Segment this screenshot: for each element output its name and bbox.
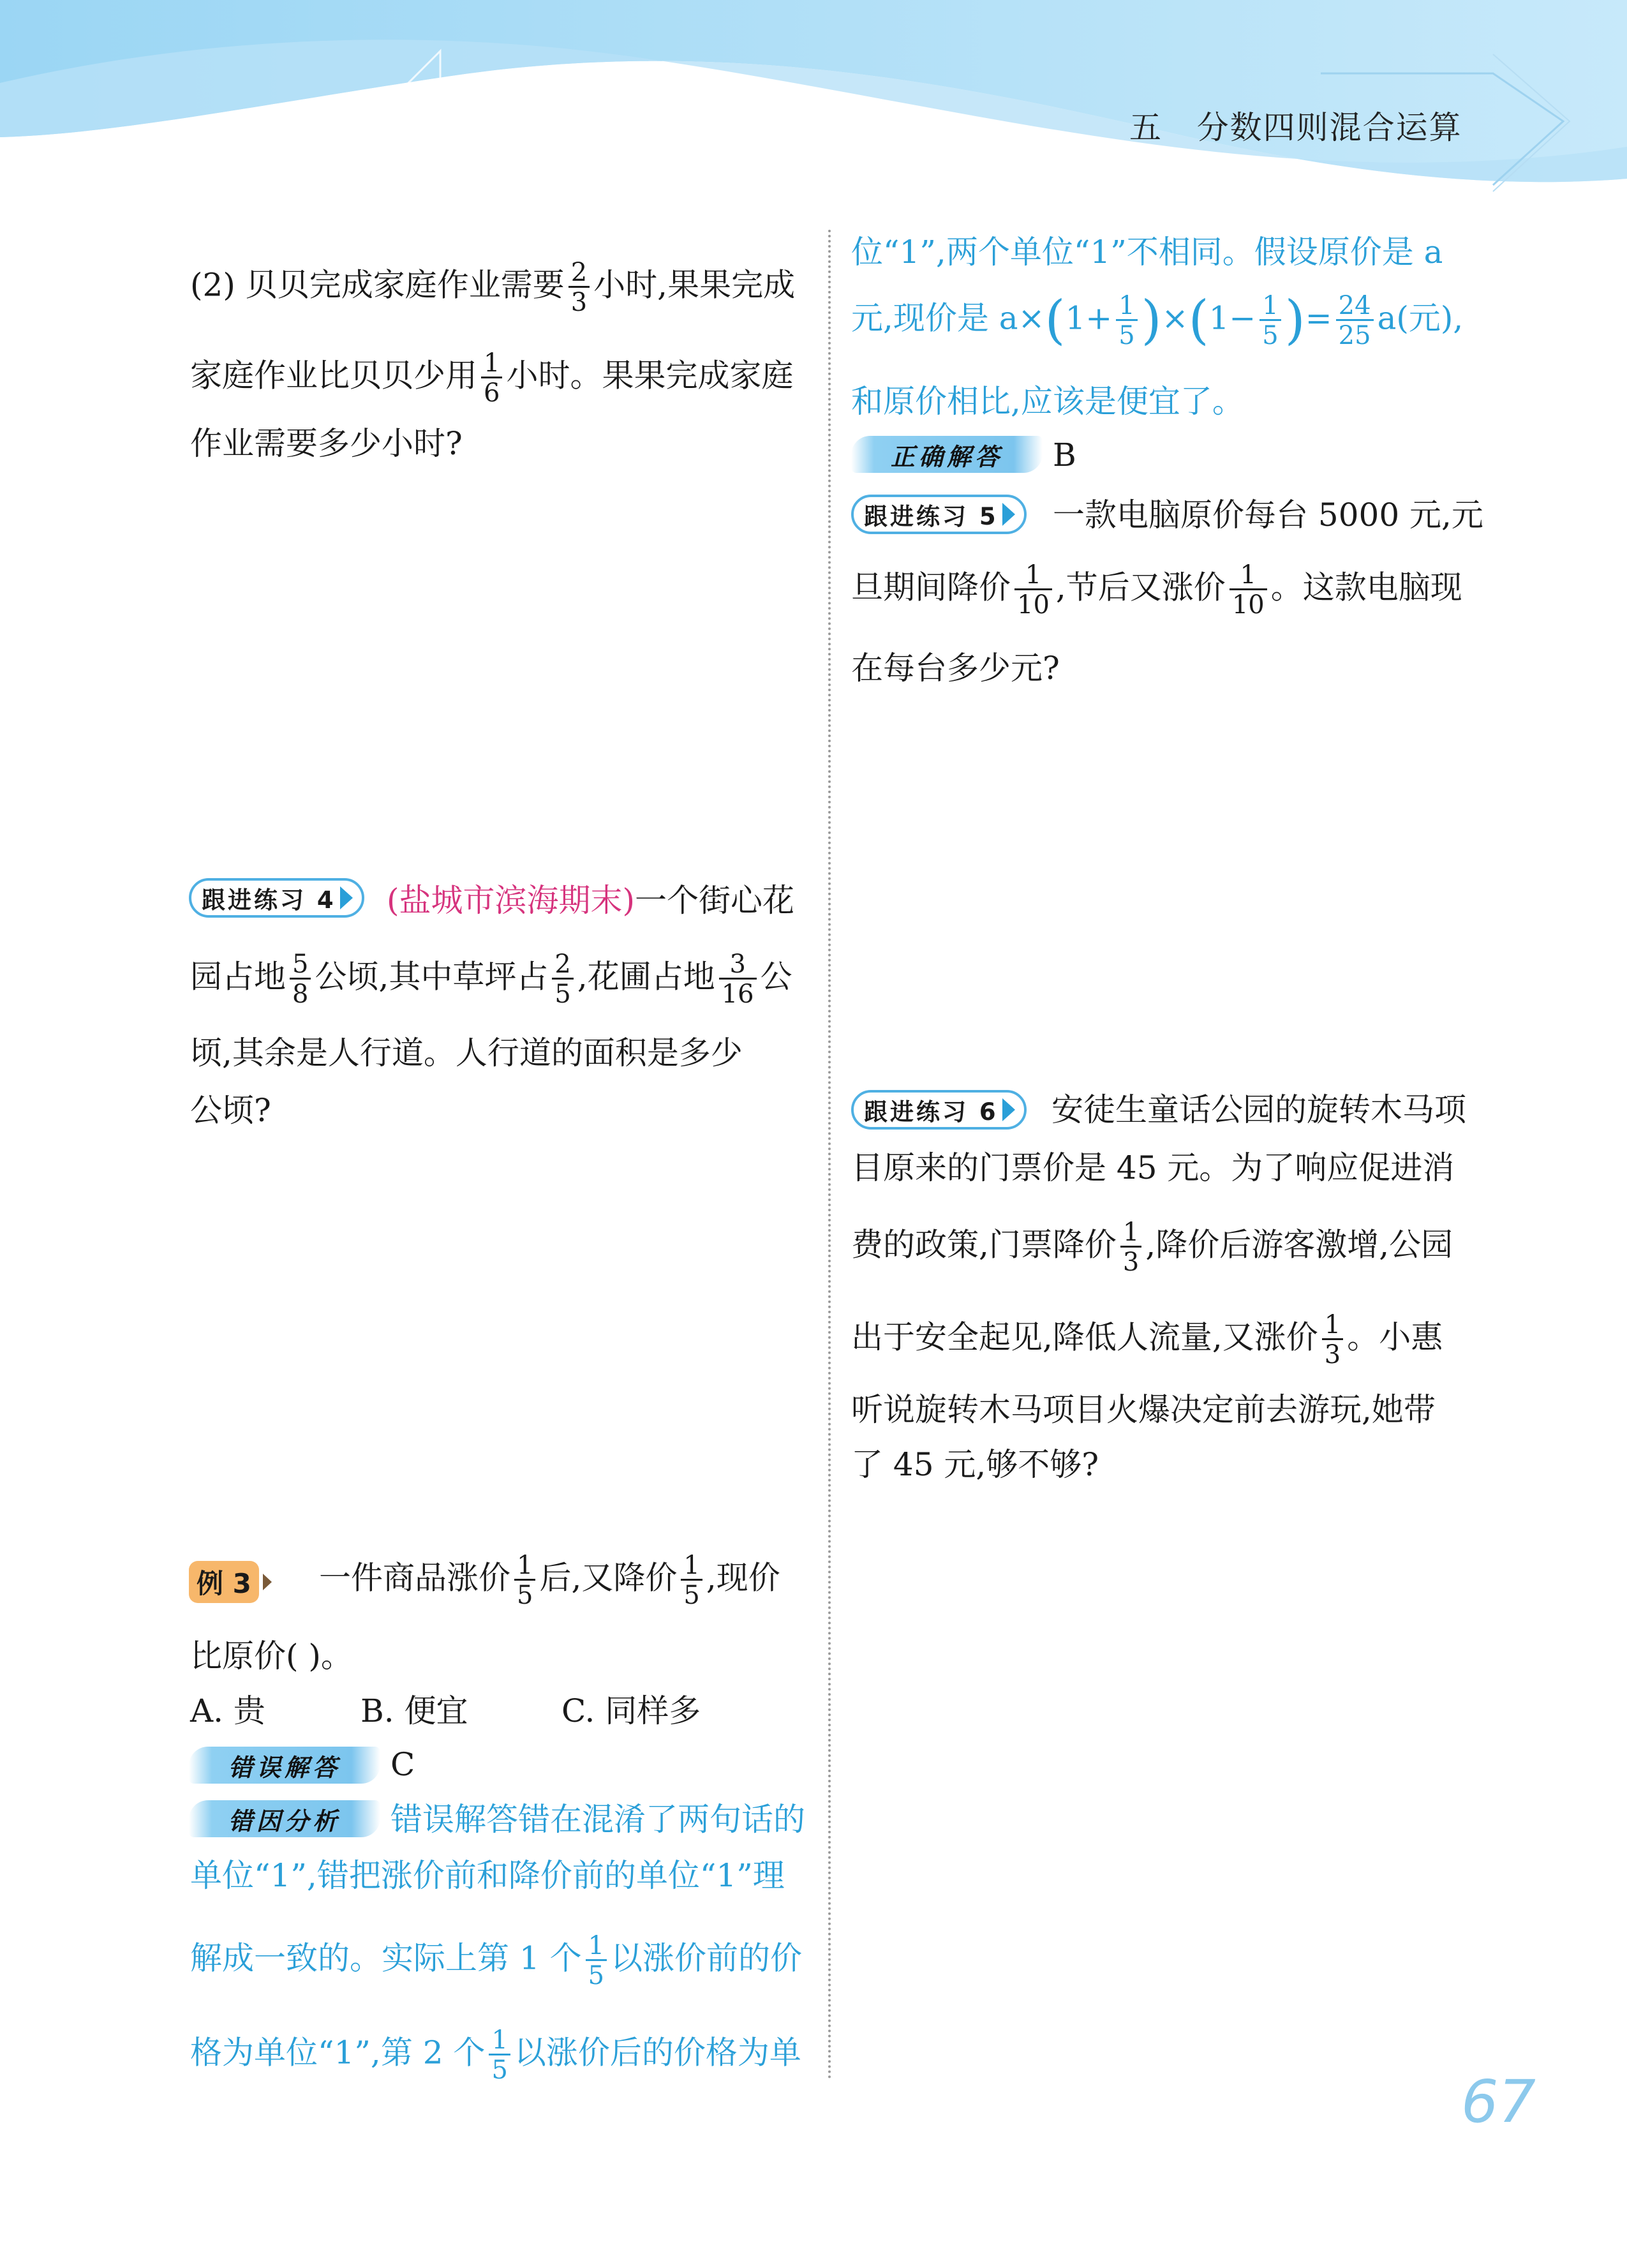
practice-4-line1: (盐城市滨海期末)一个街心花: [387, 882, 795, 919]
fraction: $\frac{1}{5}$: [681, 1552, 702, 1609]
arrow-icon: [263, 1574, 272, 1590]
page-number: 67: [1461, 2068, 1536, 2136]
practice-4-badge: 跟进练习 4: [189, 878, 364, 918]
practice-6-line5: 听说旋转木马项目火爆决定前去游玩,她带: [851, 1391, 1436, 1428]
chapter-number: 五: [1129, 109, 1163, 146]
error-analysis-label: 错因分析: [189, 1800, 380, 1837]
chapter-name: 分数四则混合运算: [1196, 109, 1462, 146]
fraction: $\frac{1}{5}$: [1116, 292, 1137, 349]
practice-6-line3: 费的政策,门票降价 $\frac{1}{3}$ ,降价后游客激增,公园: [851, 1218, 1453, 1277]
fraction: $\frac{1}{3}$: [1120, 1219, 1141, 1276]
fraction: $\frac{1}{10}$: [1230, 562, 1267, 618]
q2-line3: 作业需要多少小时?: [190, 425, 463, 462]
analysis-line2: 单位“1”,错把涨价前和降价前的单位“1”理: [190, 1857, 785, 1894]
chapter-title: [1129, 102, 1462, 148]
practice-6-line6: 了 45 元,够不够?: [851, 1446, 1099, 1483]
column-divider: [828, 230, 831, 2080]
analysis-line4: 格为单位“1”,第 2 个 $\frac{1}{5}$ 以涨价后的价格为单: [190, 2026, 801, 2085]
practice-5-line3: 在每台多少元?: [851, 650, 1060, 687]
fraction: $\frac{3}{16}$: [719, 951, 757, 1008]
analysis-cont-line3: 和原价相比,应该是便宜了。: [851, 383, 1244, 420]
fraction: $\frac{1}{10}$: [1014, 562, 1052, 618]
example-3-badge: 例 3: [189, 1561, 272, 1603]
fraction: $\frac{2}{3}$: [568, 259, 590, 316]
practice-4-line2: 园占地 $\frac{5}{8}$ 公顷,其中草坪占 $\frac{2}{5}$ ,花圃占地 $\frac{3}{16}$ 公: [190, 950, 792, 1009]
fraction: $\frac{1}{3}$: [1322, 1311, 1343, 1368]
practice-5-line1: 一款电脑原价每台 5000 元,元: [1053, 496, 1483, 533]
practice-4-line3: 顷,其余是人行道。人行道的面积是多少: [190, 1034, 743, 1071]
fraction: $\frac{1}{5}$: [514, 1552, 535, 1609]
fraction: $\frac{5}{8}$: [290, 951, 311, 1008]
practice-6-line1: 安徒生童话公园的旋转木马项: [1051, 1091, 1466, 1128]
wrong-answer: C: [390, 1746, 415, 1783]
correct-answer: B: [1053, 436, 1076, 474]
analysis-cont-line2: 元,现价是 a×(1+ $\frac{1}{5}$ )×(1− $\frac{1}{5}$ )= $\frac{24}{25}$ a(元),: [851, 290, 1464, 351]
option-b: B. 便宜: [360, 1692, 468, 1729]
example-3-line1: 一件商品涨价 $\frac{1}{5}$ 后,又降价 $\frac{1}{5}$ ,现价: [319, 1551, 780, 1610]
fraction: $\frac{2}{5}$: [552, 951, 573, 1008]
source-tag: (盐城市滨海期末): [387, 882, 635, 919]
option-c: C. 同样多: [561, 1692, 701, 1729]
analysis-line1: 错误解答错在混淆了两句话的: [390, 1801, 805, 1838]
fraction: $\frac{1}{5}$: [489, 2027, 510, 2084]
analysis-line3: 解成一致的。实际上第 1 个 $\frac{1}{5}$ 以涨价前的价: [190, 1931, 803, 1990]
correct-answer-label: 正确解答: [851, 436, 1043, 473]
play-arrow-icon: [340, 886, 353, 909]
q2-line2: 家庭作业比贝贝少用 $\frac{1}{6}$ 小时。果果完成家庭: [190, 348, 794, 408]
fraction: $\frac{24}{25}$: [1336, 292, 1374, 349]
practice-6-badge: 跟进练习 6: [851, 1090, 1027, 1130]
analysis-cont-line1: 位“1”,两个单位“1”不相同。假设原价是 a: [851, 234, 1443, 271]
play-arrow-icon: [1002, 503, 1015, 526]
play-arrow-icon: [1002, 1098, 1015, 1121]
fraction: $\frac{1}{6}$: [481, 350, 502, 407]
example-3-line2: 比原价( )。: [190, 1638, 353, 1675]
q2-line1: (2) 贝贝完成家庭作业需要 $\frac{2}{3}$ 小时,果果完成: [190, 258, 796, 317]
fraction: $\frac{1}{5}$: [1259, 292, 1281, 349]
practice-5-badge: 跟进练习 5: [851, 495, 1027, 534]
fraction: $\frac{1}{5}$: [586, 1932, 607, 1989]
wrong-answer-label: 错误解答: [189, 1747, 380, 1784]
practice-6-line4: 出于安全起见,降低人流量,又涨价 $\frac{1}{3}$ 。小惠: [851, 1310, 1443, 1369]
practice-4-line4: 公顷?: [190, 1092, 271, 1129]
practice-6-line2: 目原来的门票价是 45 元。为了响应促进消: [851, 1149, 1455, 1186]
option-a: A. 贵: [190, 1692, 265, 1729]
practice-5-line2: 旦期间降价 $\frac{1}{10}$ ,节后又涨价 $\frac{1}{10}$ 。这款电脑现: [851, 560, 1462, 620]
